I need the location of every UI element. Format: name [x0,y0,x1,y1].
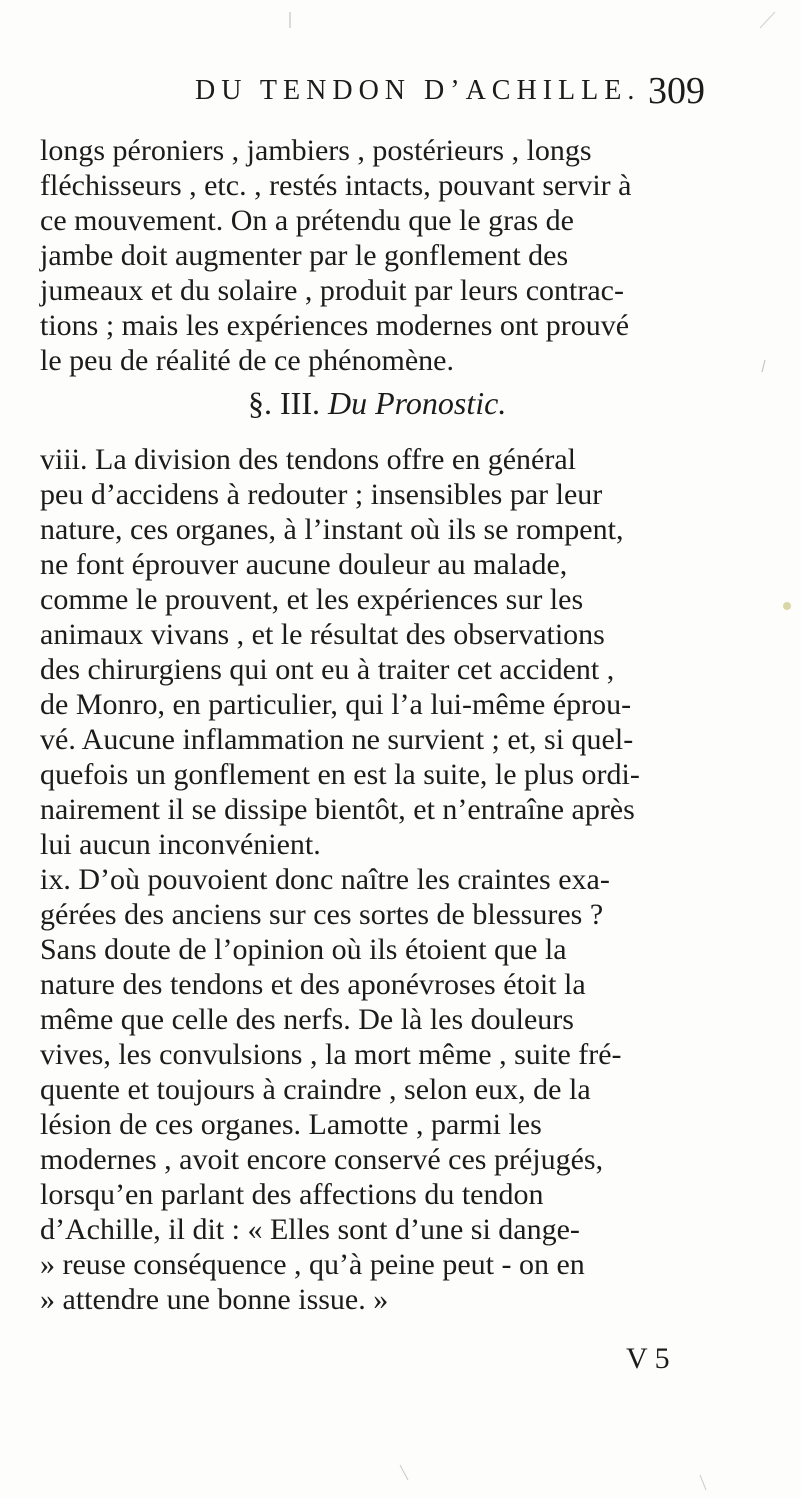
text-line: modernes , avoit encore conservé ces préjugés, [40,1143,604,1176]
running-title: DU TENDON D’ACHILLE. [195,75,641,106]
text-line: peu d’accidens à redouter ; insensibles par leur [40,478,603,511]
text-line: jambe doit augmenter par le gonflement des [40,239,569,272]
text-line: longs péroniers , jambiers , postérieurs , longs [40,134,592,167]
section-title: Du Pronostic. [327,385,507,421]
speck-mark [700,1475,706,1490]
text-line: vives, les convulsions , la mort même , suite fré- [40,1038,622,1071]
text-line: nature des tendons et des aponévroses étoit la [40,968,586,1001]
speck-mark [760,12,775,28]
text-line: le peu de réalité de ce phénomène. [40,344,454,377]
speck-mark [400,1465,408,1480]
text-line: Sans doute de l’opinion où ils étoient que la [40,933,567,966]
text-line: nature, ces organes, à l’instant où ils se rompent, [40,513,624,546]
text-line: de Monro, en particulier, qui l’a lui-même éprou- [40,688,632,721]
page-number: 309 [648,70,705,112]
text-line: lorsqu’en parlant des affections du tendon [40,1178,544,1211]
text-line: comme le prouvent, et les expériences sur les [40,583,584,616]
text-line: ix. D’où pouvoient donc naître les craintes exa- [40,863,610,896]
text-line: gérées des anciens sur ces sortes de blessures ? [40,898,604,931]
text-line: lésion de ces organes. Lamotte , parmi les [40,1108,542,1141]
text-line: vé. Aucune inflammation ne survient ; et, si quel- [40,723,634,756]
text-line: tions ; mais les expériences modernes ont prouvé [40,309,630,342]
text-line: nairement il se dissipe bientôt, et n’entraîne après [40,793,635,826]
text-line: même que celle des nerfs. De là les douleurs [40,1003,574,1036]
signature-mark: V 5 [626,1342,670,1375]
text-line: ce mouvement. On a prétendu que le gras de [40,204,574,237]
text-line: ne font éprouver aucune douleur au malade, [40,548,568,581]
section-number: §. III. [248,385,320,421]
text-line: quente et toujours à craindre , selon eux, de la [40,1073,591,1106]
text-line: fléchisseurs , etc. , restés intacts, pouvant servir à [40,169,632,202]
text-line: lui aucun inconvénient. [40,828,321,861]
text-line: viii. La division des tendons offre en général [40,443,576,476]
text-line: animaux vivans , et le résultat des observations [40,618,605,651]
text-line: jumeaux et du solaire , produit par leurs contrac- [40,274,624,307]
text-line: » reuse conséquence , qu’à peine peut - on en [40,1248,585,1281]
text-line: » attendre une bonne issue. » [40,1283,389,1316]
speck-mark [783,602,791,610]
text-line: d’Achille, il dit : « Elles sont d’une si dange- [40,1213,580,1246]
text-line: quefois un gonflement en est la suite, le plus ordi- [40,758,640,791]
speck-mark [762,360,765,372]
text-line: des chirurgiens qui ont eu à traiter cet accident , [40,653,615,686]
